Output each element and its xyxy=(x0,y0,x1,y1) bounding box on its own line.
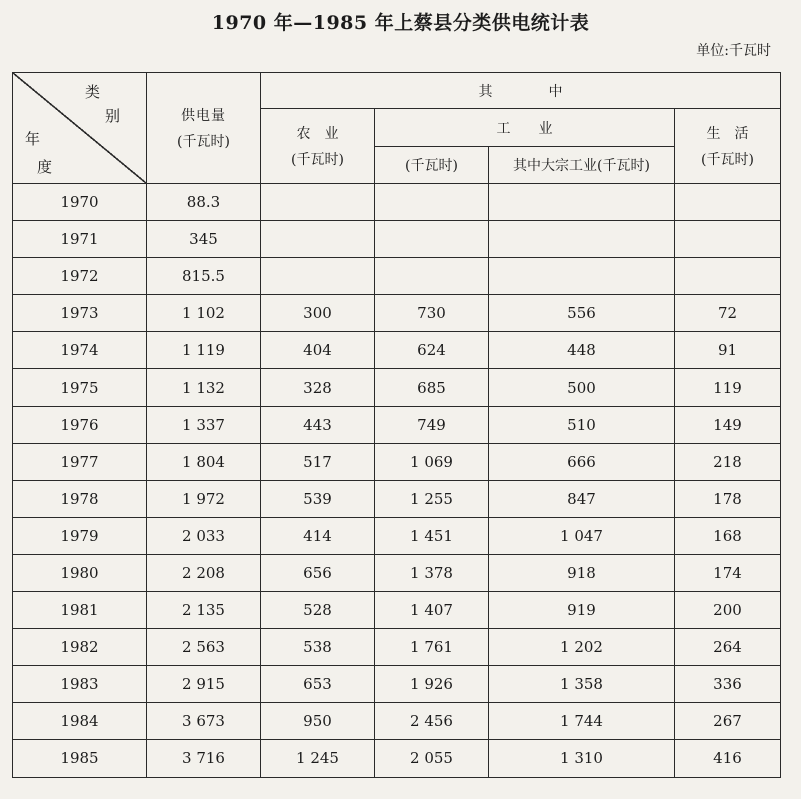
table-body xyxy=(13,184,781,778)
table-row xyxy=(13,295,781,332)
living-header xyxy=(675,109,781,184)
agriculture-cell xyxy=(261,258,375,295)
large-industry-cell: 510 xyxy=(489,406,675,443)
year-cell: 1977 xyxy=(13,443,147,480)
year-cell: 1985 xyxy=(13,740,147,777)
living-cell: 149 xyxy=(675,406,781,443)
year-cell: 1973 xyxy=(13,295,147,332)
industry-cell: 1 761 xyxy=(375,629,489,666)
agriculture-header-unit: (千瓦时) xyxy=(291,152,344,168)
supply-cell: 2 563 xyxy=(147,629,261,666)
agriculture-cell xyxy=(261,221,375,258)
year-top-label: 年 xyxy=(25,130,41,148)
large-industry-cell: 1 310 xyxy=(489,740,675,777)
large-industry-cell: 918 xyxy=(489,554,675,591)
large-industry-cell: 448 xyxy=(489,332,675,369)
table-row xyxy=(13,740,781,777)
table-row xyxy=(13,666,781,703)
industry-cell xyxy=(375,258,489,295)
table-row xyxy=(13,258,781,295)
living-cell: 72 xyxy=(675,295,781,332)
agriculture-cell: 538 xyxy=(261,629,375,666)
agriculture-header xyxy=(261,109,375,184)
industry-header xyxy=(375,109,675,147)
supply-cell: 1 804 xyxy=(147,443,261,480)
industry-cell: 624 xyxy=(375,332,489,369)
table-row xyxy=(13,221,781,258)
industry-cell: 2 456 xyxy=(375,703,489,740)
year-cell: 1983 xyxy=(13,666,147,703)
table-row xyxy=(13,443,781,480)
supply-cell: 2 033 xyxy=(147,517,261,554)
industry-cell xyxy=(375,221,489,258)
statistics-table xyxy=(12,72,781,778)
living-cell: 264 xyxy=(675,629,781,666)
living-cell: 174 xyxy=(675,554,781,591)
table-row xyxy=(13,480,781,517)
supply-cell: 2 915 xyxy=(147,666,261,703)
of-which-label: 其 中 xyxy=(478,83,563,100)
year-cell: 1979 xyxy=(13,517,147,554)
large-industry-cell: 847 xyxy=(489,480,675,517)
industry-unit-label: (千瓦时) xyxy=(405,158,458,174)
supply-cell: 2 135 xyxy=(147,592,261,629)
industry-cell: 1 407 xyxy=(375,592,489,629)
living-cell: 336 xyxy=(675,666,781,703)
agriculture-cell: 300 xyxy=(261,295,375,332)
industry-cell: 685 xyxy=(375,369,489,406)
large-industry-cell: 556 xyxy=(489,295,675,332)
large-industry-cell: 500 xyxy=(489,369,675,406)
large-industry-cell xyxy=(489,221,675,258)
large-industry-header xyxy=(489,147,675,184)
table-row xyxy=(13,703,781,740)
industry-header-label: 工 业 xyxy=(496,120,553,137)
year-cell: 1978 xyxy=(13,480,147,517)
year-cell: 1975 xyxy=(13,369,147,406)
large-industry-cell: 1 744 xyxy=(489,703,675,740)
agriculture-cell: 517 xyxy=(261,443,375,480)
table-row xyxy=(13,332,781,369)
living-cell: 218 xyxy=(675,443,781,480)
category-bottom-label: 别 xyxy=(105,107,121,125)
supply-cell: 1 972 xyxy=(147,480,261,517)
agriculture-cell: 653 xyxy=(261,666,375,703)
category-top-label: 类 xyxy=(85,83,101,101)
industry-cell: 1 378 xyxy=(375,554,489,591)
year-cell: 1976 xyxy=(13,406,147,443)
large-industry-label: 其中大宗工业(千瓦时) xyxy=(513,158,650,174)
year-cell: 1970 xyxy=(13,184,147,221)
table-row xyxy=(13,554,781,591)
year-cell: 1982 xyxy=(13,629,147,666)
supply-cell: 1 119 xyxy=(147,332,261,369)
industry-cell: 730 xyxy=(375,295,489,332)
year-cell: 1971 xyxy=(13,221,147,258)
industry-cell: 2 055 xyxy=(375,740,489,777)
table-row xyxy=(13,369,781,406)
table-row xyxy=(13,184,781,221)
table-row xyxy=(13,629,781,666)
of-which-header xyxy=(261,73,781,109)
supply-cell: 3 673 xyxy=(147,703,261,740)
supply-header-unit: (千瓦时) xyxy=(177,134,230,150)
living-cell xyxy=(675,258,781,295)
industry-cell xyxy=(375,184,489,221)
year-cell: 1981 xyxy=(13,592,147,629)
industry-cell: 749 xyxy=(375,406,489,443)
year-cell: 1972 xyxy=(13,258,147,295)
table-row xyxy=(13,517,781,554)
industry-cell: 1 451 xyxy=(375,517,489,554)
year-cell: 1974 xyxy=(13,332,147,369)
living-cell xyxy=(675,221,781,258)
page-title: 1970 年—1985 年上蔡县分类供电统计表 xyxy=(211,12,590,34)
industry-cell: 1 069 xyxy=(375,443,489,480)
living-cell: 168 xyxy=(675,517,781,554)
agriculture-cell: 950 xyxy=(261,703,375,740)
agriculture-cell: 656 xyxy=(261,554,375,591)
agriculture-cell: 443 xyxy=(261,406,375,443)
supply-header xyxy=(147,73,261,184)
large-industry-cell: 919 xyxy=(489,592,675,629)
supply-cell: 1 102 xyxy=(147,295,261,332)
supply-cell: 3 716 xyxy=(147,740,261,777)
large-industry-cell xyxy=(489,258,675,295)
large-industry-cell: 666 xyxy=(489,443,675,480)
living-cell: 200 xyxy=(675,592,781,629)
living-cell: 416 xyxy=(675,740,781,777)
living-header-unit: (千瓦时) xyxy=(701,152,754,168)
living-cell xyxy=(675,184,781,221)
large-industry-cell xyxy=(489,184,675,221)
living-cell: 178 xyxy=(675,480,781,517)
agriculture-cell: 404 xyxy=(261,332,375,369)
supply-cell: 345 xyxy=(147,221,261,258)
supply-cell: 1 337 xyxy=(147,406,261,443)
agriculture-cell: 1 245 xyxy=(261,740,375,777)
agriculture-header-label: 农 业 xyxy=(296,126,339,142)
living-cell: 119 xyxy=(675,369,781,406)
living-cell: 91 xyxy=(675,332,781,369)
supply-cell: 1 132 xyxy=(147,369,261,406)
table-row xyxy=(13,592,781,629)
year-bottom-label: 度 xyxy=(37,158,53,176)
supply-cell: 815.5 xyxy=(147,258,261,295)
supply-header-label: 供电量 xyxy=(181,108,226,124)
large-industry-cell: 1 202 xyxy=(489,629,675,666)
agriculture-cell: 539 xyxy=(261,480,375,517)
unit-label: 单位:千瓦时 xyxy=(696,43,771,59)
year-cell: 1980 xyxy=(13,554,147,591)
large-industry-cell: 1 358 xyxy=(489,666,675,703)
agriculture-cell xyxy=(261,184,375,221)
industry-cell: 1 255 xyxy=(375,480,489,517)
supply-cell: 88.3 xyxy=(147,184,261,221)
diagonal-header-cell xyxy=(13,73,147,184)
industry-unit-header xyxy=(375,147,489,184)
agriculture-cell: 328 xyxy=(261,369,375,406)
industry-cell: 1 926 xyxy=(375,666,489,703)
agriculture-cell: 414 xyxy=(261,517,375,554)
living-cell: 267 xyxy=(675,703,781,740)
supply-cell: 2 208 xyxy=(147,554,261,591)
year-cell: 1984 xyxy=(13,703,147,740)
table-row xyxy=(13,406,781,443)
large-industry-cell: 1 047 xyxy=(489,517,675,554)
living-header-label: 生 活 xyxy=(706,126,749,142)
agriculture-cell: 528 xyxy=(261,592,375,629)
